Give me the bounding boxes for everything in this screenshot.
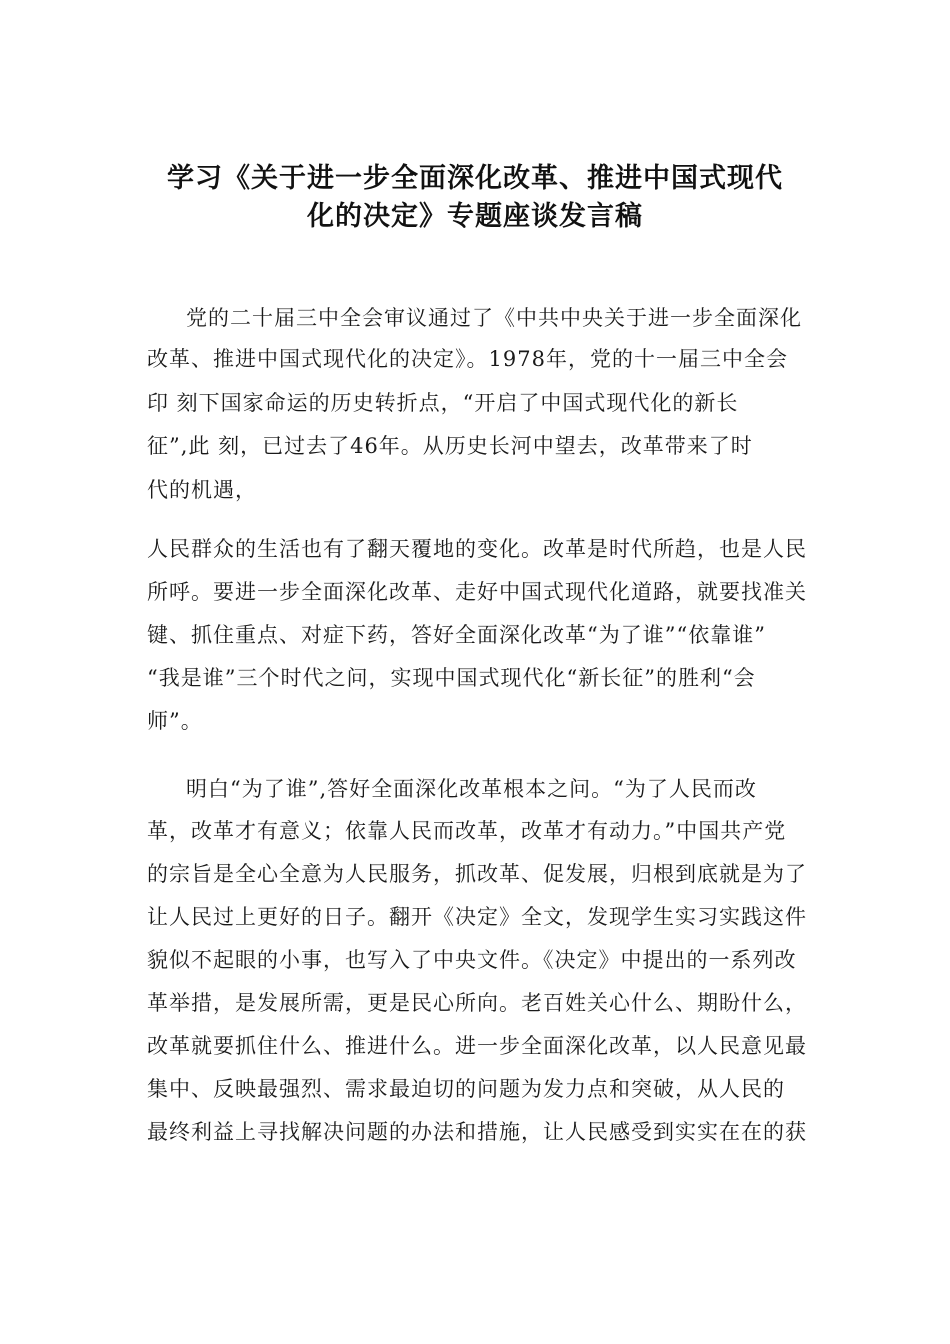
paragraph-3-line-5: 貌似不起眼的小事，也写入了中央文件。《决定》中提出的一系列改 [147,948,797,972]
paragraph-1-line-4: 征”,此 刻，已过去了46年。从历史长河中望去，改革带来了时 [147,434,753,458]
paragraph-2-line-2: 所呼。要进一步全面深化改革、走好中国式现代化道路，就要找准关 [147,580,807,604]
paragraph-2-line-1: 人民群众的生活也有了翻天覆地的变化。改革是时代所趋，也是人民 [147,537,807,561]
paragraph-3-line-3: 的宗旨是全心全意为人民服务，抓改革、促发展，归根到底就是为了 [147,862,807,886]
document-title [0,160,950,236]
paragraph-3-line-4: 让人民过上更好的日子。翻开《决定》全文，发现学生实习实践这件 [147,905,807,929]
paragraph-3-line-2: 革，改革才有意义；依靠人民而改革，改革才有动力。”中国共产党 [147,819,787,843]
paragraph-3-line-9: 最终利益上寻找解决问题的办法和措施，让人民感受到实实在在的获 [147,1120,807,1144]
title-line-2: 化的决定》专题座谈发言稿 [307,201,643,232]
paragraph-2-line-5: 师”。 [147,709,203,733]
paragraph-1-line-3: 印 刻下国家命运的历史转折点，“开启了中国式现代化的新长 [147,391,739,415]
paragraph-2-line-4: “我是谁”三个时代之问，实现中国式现代化“新长征”的胜利“会 [147,666,756,690]
paragraph-3-line-1: 明白“为了谁”,答好全面深化改革根本之问。“为了人民而改 [186,777,757,801]
title-line-1: 学习《关于进一步全面深化改革、推进中国式现代 [167,163,783,194]
paragraph-2-line-3: 键、抓住重点、对症下药，答好全面深化改革“为了谁”“依靠谁” [147,623,766,647]
paragraph-3-line-8: 集中、反映最强烈、需求最迫切的问题为发力点和突破，从人民的 [147,1077,785,1101]
paragraph-3-line-7: 改革就要抓住什么、推进什么。进一步全面深化改革，以人民意见最 [147,1034,807,1058]
paragraph-3-line-6: 革举措，是发展所需，更是民心所向。老百姓关心什么、期盼什么， [147,991,807,1015]
paragraph-1-line-5: 代的机遇， [147,478,257,502]
paragraph-1-line-2: 改革、推进中国式现代化的决定》。1978年，党的十一届三中全会 [147,347,788,371]
paragraph-1-line-1: 党的二十届三中全会审议通过了《中共中央关于进一步全面深化 [186,306,802,330]
